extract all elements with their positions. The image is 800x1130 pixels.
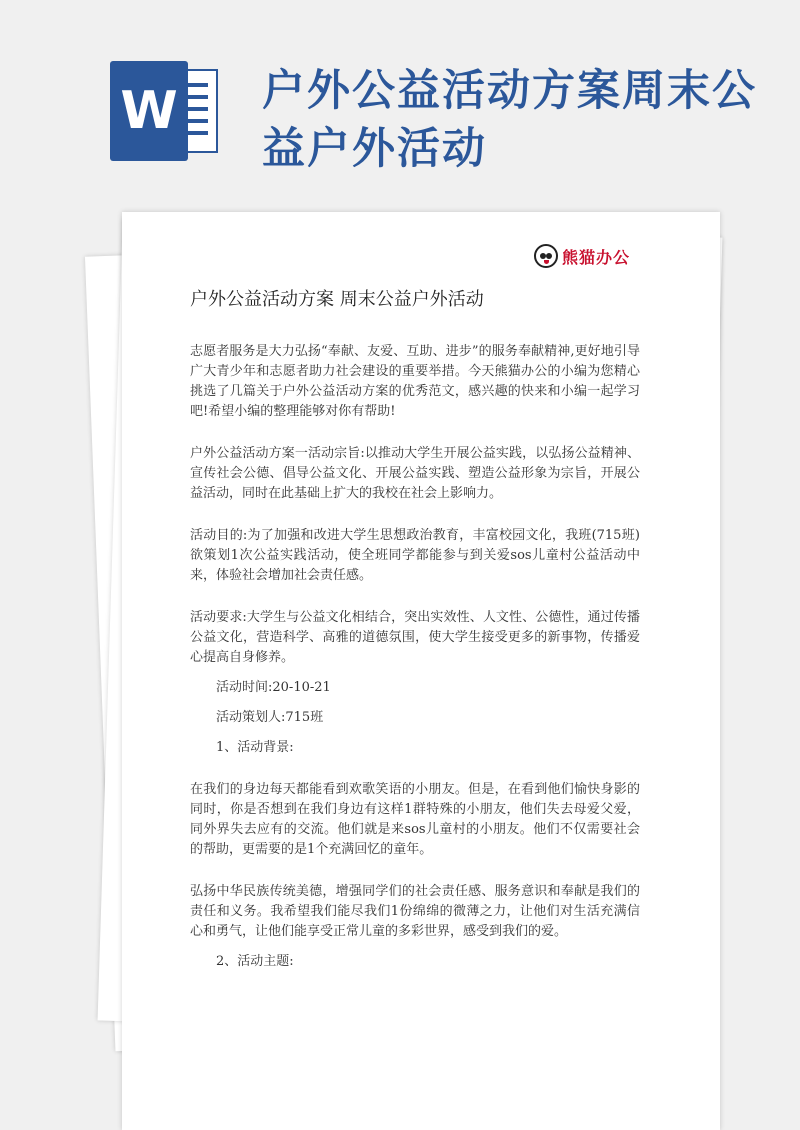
paragraph: 弘扬中华民族传统美德，增强同学们的社会责任感、服务意识和奉献是我们的责任和义务。我希望我们能尽我们1份绵绵的微薄之力，让他们对生活充满信心和勇气，让他们能享受正常儿童的多彩世界，感受到我们的爱。 bbox=[190, 884, 640, 939]
paragraph: 活动目的:为了加强和改进大学生思想政治教育，丰富校园文化，我班(715班)欲策划1次公益实践活动，使全班同学都能参与到关爱sos儿童村公益活动中来，体验社会增加社会责任感。 bbox=[190, 528, 640, 583]
brand-logo bbox=[534, 244, 630, 268]
document-page bbox=[122, 212, 720, 1130]
word-logo-letter: W bbox=[110, 61, 188, 161]
paragraph: 在我们的身边每天都能看到欢歌笑语的小朋友。但是，在看到他们愉快身影的同时，你是否想到在我们身边有这样1群特殊的小朋友，他们失去母爱父爱，同外界失去应有的交流。他们就是来sos儿童村的小朋友。他们不仅需要社会的帮助，更需要的是1个充满回忆的童年。 bbox=[190, 782, 640, 857]
paragraph: 户外公益活动方案一活动宗旨:以推动大学生开展公益实践，以弘扬公益精神、宣传社会公德、倡导公益文化、开展公益实践、塑造公益形象为宗旨，开展公益活动，同时在此基础上扩大的我校在社会上影响力。 bbox=[190, 446, 640, 501]
paragraph: 活动要求:大学生与公益文化相结合，突出实效性、人文性、公德性，通过传播公益文化，营造科学、高雅的道德氛围，使大学生接受更多的新事物，传播爱心提高自身修养。 bbox=[190, 610, 640, 665]
banner-title: 户外公益活动方案周末公益户外活动 bbox=[262, 66, 757, 174]
section-heading: 1、活动背景: bbox=[216, 740, 294, 755]
section-heading: 2、活动主题: bbox=[216, 954, 294, 969]
paragraph: 活动时间:20-10-21 bbox=[216, 680, 331, 695]
header-banner bbox=[0, 0, 800, 200]
word-document-icon bbox=[110, 55, 222, 167]
paragraph: 活动策划人:715班 bbox=[216, 710, 324, 725]
document-title: 户外公益活动方案 周末公益户外活动 bbox=[190, 289, 484, 310]
paragraph: 志愿者服务是大力弘扬“奉献、友爱、互助、进步”的服务奉献精神,更好地引导广大青少年和志愿者助力社会建设的重要举措。今天熊猫办公的小编为您精心挑选了几篇关于户外公益活动方案的优秀范文，感兴趣的快来和小编一起学习吧!希望小编的整理能够对你有帮助! bbox=[190, 344, 640, 419]
panda-icon bbox=[534, 244, 558, 268]
brand-name: 熊猫办公 bbox=[561, 247, 630, 267]
document-body bbox=[190, 342, 640, 972]
